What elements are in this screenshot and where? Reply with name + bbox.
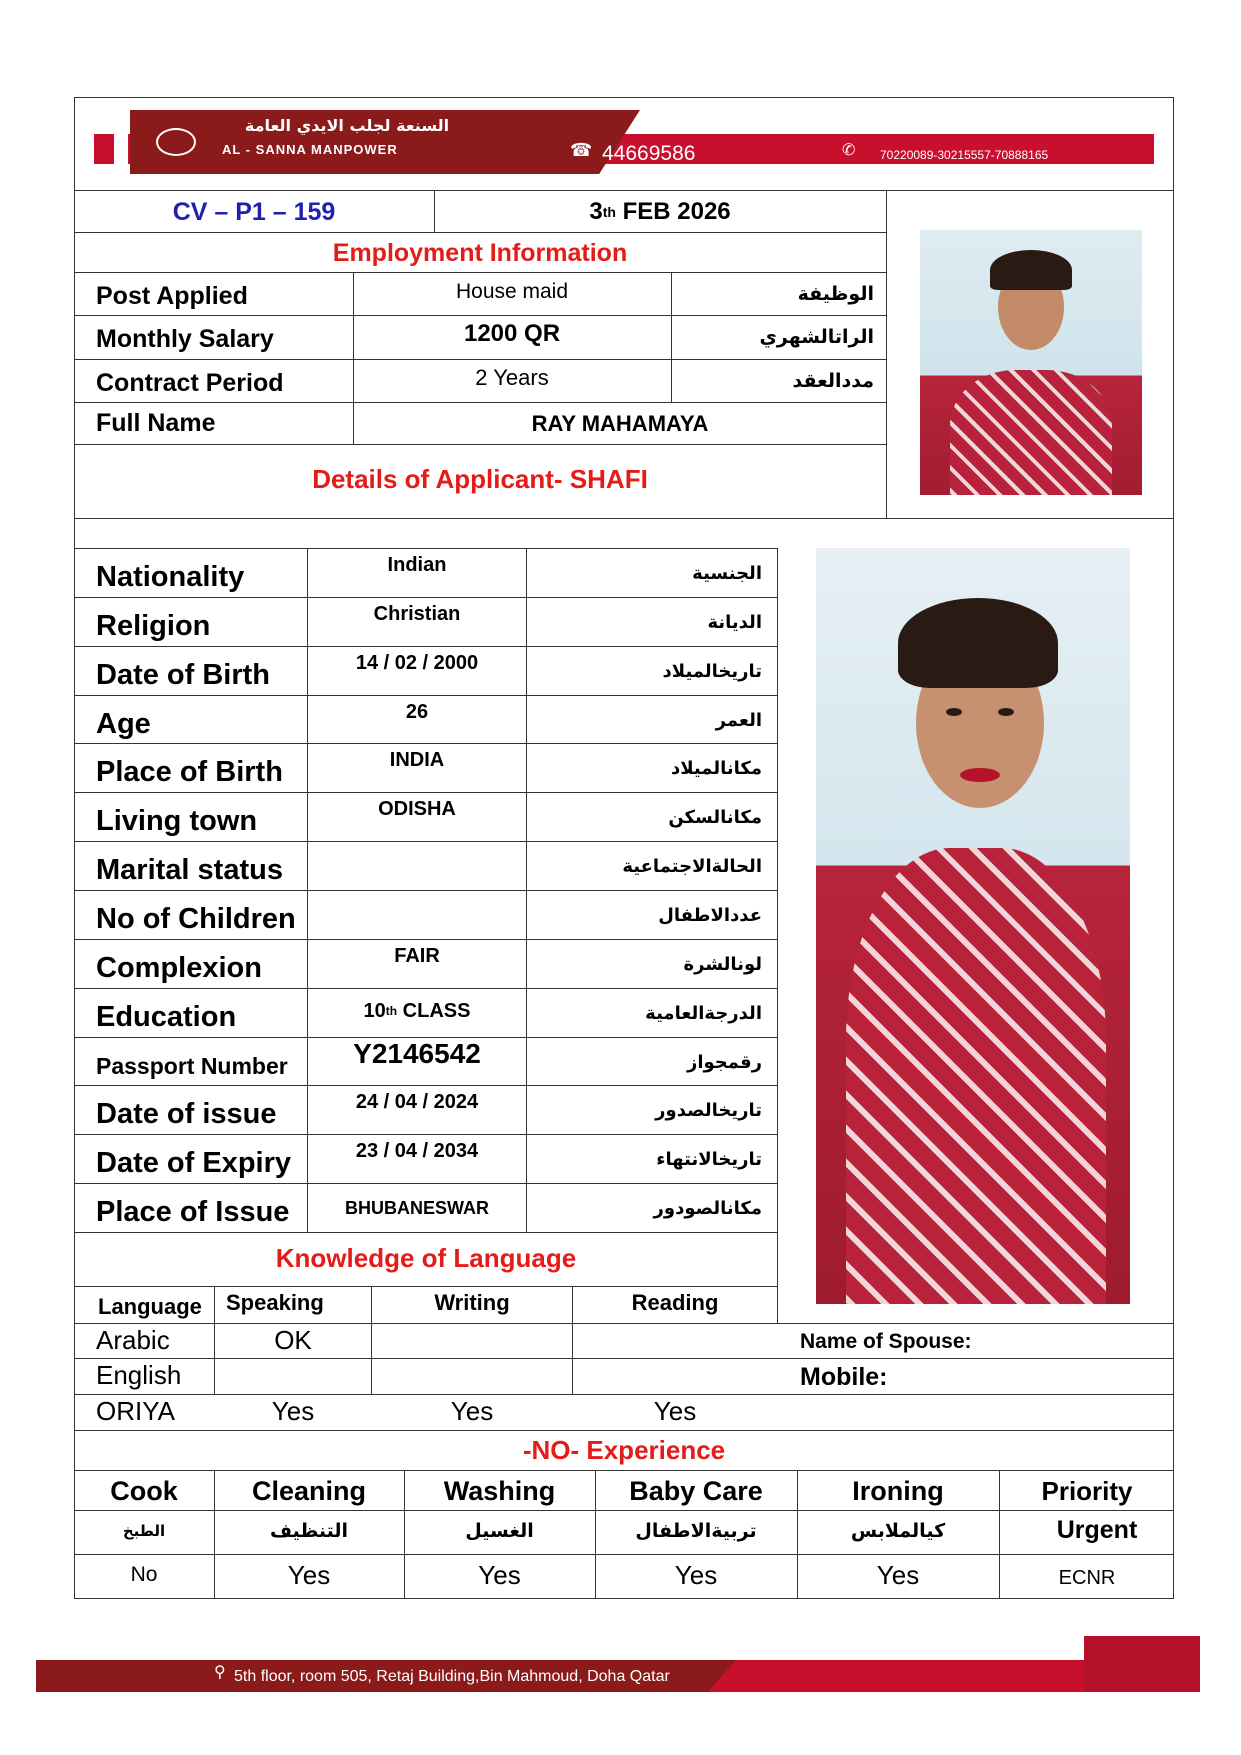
detail-arabic: تاريخالميلاد [662, 661, 762, 682]
skill-arabic: الطبخ [122, 1522, 166, 1540]
detail-arabic: عددالاطفال [658, 905, 762, 926]
detail-label: Date of Expiry [96, 1147, 291, 1179]
skill-value: Yes [674, 1559, 718, 1590]
lang-speaking-cell: Yes [271, 1396, 315, 1426]
lang-header-reading: Reading [631, 1290, 719, 1315]
detail-label: Complexion [96, 952, 262, 984]
applicant-photo-large [816, 548, 1130, 1304]
lang-reading-cell [573, 1358, 777, 1393]
full-name-value: RAY MAHAMAYA [531, 411, 709, 436]
company-mobiles: 70220089-30215557-70888165 [880, 148, 1049, 162]
priority-value: Urgent [1056, 1515, 1138, 1544]
detail-arabic: لونالشرة [683, 954, 762, 975]
lang-language-cell: English [96, 1360, 182, 1390]
employment-title: Employment Information [332, 238, 628, 267]
detail-arabic: الجنسية [692, 563, 762, 584]
detail-value: FAIR [394, 944, 440, 967]
lang-header-language: Language [98, 1294, 202, 1319]
company-arabic-name: السنعة لجلب الايدي العامة [244, 116, 450, 135]
detail-label: Education [96, 1001, 237, 1033]
monthly-salary-arabic: الراتالشهري [759, 326, 874, 348]
detail-arabic: مكانالسكن [668, 807, 762, 828]
lang-header-writing: Writing [434, 1290, 510, 1315]
detail-arabic: الدرجةالعامية [645, 1003, 762, 1024]
post-applied-value: House maid [455, 280, 569, 303]
detail-arabic: مكانالصودور [653, 1198, 762, 1219]
monthly-salary-value: 1200 QR [463, 320, 561, 347]
contract-period-arabic: مددالعقد [792, 370, 874, 392]
mobile-icon: ✆ [842, 140, 856, 159]
detail-value: BHUBANESWAR [345, 1197, 489, 1218]
cv-code: CV – P1 – 159 [172, 197, 336, 226]
detail-value: 14 / 02 / 2000 [355, 651, 479, 674]
detail-label: Living town [96, 805, 258, 837]
skill-label: Cook [110, 1475, 178, 1506]
contract-period-label: Contract Period [96, 368, 284, 397]
spouse-mobile-label: Mobile: [800, 1362, 888, 1391]
skill-value: Yes [478, 1559, 521, 1590]
detail-value: INDIA [389, 748, 445, 771]
skill-label: Ironing [852, 1475, 944, 1506]
monthly-salary-label: Monthly Salary [96, 324, 274, 353]
detail-value: Christian [373, 602, 461, 625]
contract-period-value: 2 Years [475, 365, 549, 390]
footer-bar [36, 1636, 1200, 1696]
experience-title: -NO- Experience [522, 1434, 726, 1465]
detail-value: 24 / 04 / 2024 [355, 1090, 479, 1113]
detail-arabic: الديانة [707, 612, 762, 633]
post-applied-label: Post Applied [96, 281, 248, 310]
detail-value [308, 843, 526, 873]
post-applied-arabic: الوظيفة [797, 283, 874, 305]
details-title: Details of Applicant- SHAFI [312, 463, 648, 494]
detail-label: Date of issue [96, 1098, 277, 1130]
detail-arabic: العمر [715, 710, 762, 731]
detail-label: No of Children [96, 903, 296, 935]
lang-speaking-cell: OK [274, 1325, 312, 1355]
spouse-name-label: Name of Spouse: [800, 1330, 972, 1353]
language-title: Knowledge of Language [275, 1242, 577, 1273]
skill-arabic: تربيةالاطفال [635, 1520, 757, 1542]
detail-label: Place of Birth [96, 756, 283, 788]
skill-value: No [130, 1563, 158, 1586]
detail-arabic: رقمجواز [686, 1052, 762, 1073]
lang-reading-cell: Yes [653, 1396, 697, 1426]
detail-value [308, 892, 526, 922]
lang-language-cell: ORIYA [96, 1396, 175, 1426]
detail-label: Date of Birth [96, 659, 270, 691]
detail-arabic: الحالةالاجتماعية [622, 856, 762, 877]
lang-writing-cell [372, 1323, 572, 1358]
priority-label: Priority [1041, 1475, 1133, 1506]
detail-label: Religion [96, 610, 211, 642]
footer-address: 5th floor, room 505, Retaj Building,Bin Mahmoud, Doha Qatar [234, 1668, 670, 1685]
company-phone: 44669586 [602, 142, 696, 165]
detail-label: Age [96, 708, 151, 740]
full-name-label: Full Name [96, 408, 216, 437]
detail-value: ODISHA [378, 797, 456, 820]
applicant-photo-small [920, 230, 1142, 495]
lang-header-speaking: Speaking [226, 1290, 324, 1315]
skill-value: Yes [287, 1559, 331, 1590]
cv-date: 3 th FEB 2026 [589, 198, 731, 225]
detail-value: Y2146542 [353, 1039, 481, 1069]
detail-value: 26 [405, 700, 429, 723]
company-banner [94, 110, 1154, 170]
skill-arabic: التنظيف [269, 1520, 349, 1542]
lang-writing-cell [372, 1358, 572, 1393]
skill-label: Baby Care [629, 1475, 763, 1506]
detail-label: Marital status [96, 854, 283, 886]
detail-arabic: مكانالميلاد [671, 758, 762, 779]
lang-writing-cell: Yes [450, 1396, 494, 1426]
lang-speaking-cell [215, 1358, 371, 1393]
detail-label: Nationality [96, 561, 245, 593]
detail-arabic: تاريخالانتهاء [656, 1149, 762, 1170]
detail-label: Passport Number [96, 1053, 288, 1079]
detail-value: 10 th CLASS [363, 999, 471, 1022]
detail-value: Indian [387, 553, 447, 576]
skill-arabic: كيالملابس [850, 1520, 946, 1542]
lang-language-cell: Arabic [96, 1325, 170, 1355]
globe-logo-icon [156, 128, 196, 156]
skill-value: Yes [876, 1559, 920, 1590]
lang-reading-cell [573, 1323, 777, 1358]
phone-icon: ☎ [570, 140, 593, 161]
skill-label: Cleaning [251, 1475, 366, 1506]
skill-arabic: الغسيل [465, 1520, 534, 1542]
skill-label: Washing [443, 1475, 556, 1506]
ecnr-value: ECNR [1058, 1566, 1116, 1589]
location-pin-icon: ⚲ [214, 1662, 226, 1681]
company-name: AL - SANNA MANPOWER [222, 142, 398, 157]
detail-label: Place of Issue [96, 1196, 290, 1228]
detail-arabic: تاريخالصدور [655, 1100, 762, 1121]
detail-value: 23 / 04 / 2034 [355, 1139, 479, 1162]
